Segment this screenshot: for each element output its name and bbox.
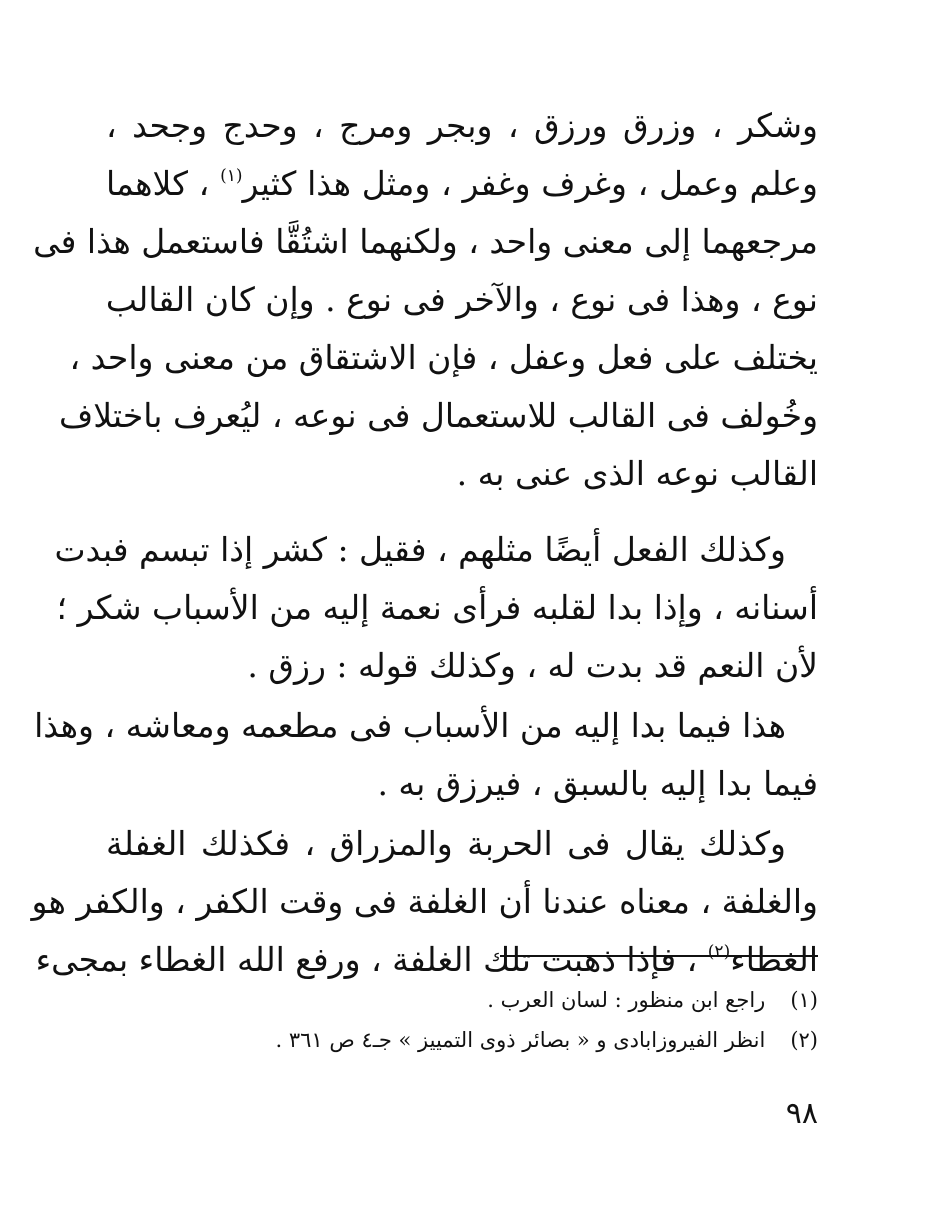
paragraph-1-line-4: نوع ، وهذا فى نوع ، والآخر فى نوع . وإن كان القالب: [105, 280, 818, 319]
footnote-2-text: انظر الفيروزابادى و « بصائر ذوى التمييز » جـ٤ ص ٣٦١ .: [275, 1028, 766, 1052]
footnote-ref-2: (٢): [707, 942, 731, 962]
paragraph-1-line-5: يختلف على فعل وعفل ، فإن الاشتقاق من معنى واحد ،: [69, 338, 818, 377]
paragraph-1-line-6: وخُولف فى القالب للاستعمال فى نوعه ، ليُعرف باختلاف: [59, 396, 818, 435]
footnote-1-text: راجع ابن منظور : لسان العرب .: [487, 988, 766, 1012]
paragraph-1-line-1: وشكر ، وزرق ورزق ، وبجر ومرج ، وحدج وجحد ،: [106, 106, 818, 145]
footnote-2-mark: (٢): [790, 1028, 818, 1052]
paragraph-4-line-3-tail: ، فإذا ذهبت تلك الغلفة ، ورفع الله الغطاء بمجىء: [35, 940, 698, 979]
footnote-2: [275, 1026, 818, 1054]
footnote-separator: [500, 955, 818, 957]
paragraph-1-line-2: [106, 164, 818, 204]
paragraph-4-line-3: [35, 940, 818, 980]
footnote-1-mark: (١): [790, 988, 818, 1012]
footnote-1: [487, 986, 818, 1014]
paragraph-4-line-1: وكذلك يقال فى الحربة والمزراق ، فكذلك الغفلة: [106, 824, 786, 863]
page-number: ٩٨: [785, 1096, 818, 1131]
paragraph-3-line-2: فيما بدا إليه بالسبق ، فيرزق به .: [377, 764, 818, 803]
paragraph-1-line-2-tail: ، كلاهما: [106, 164, 210, 203]
paragraph-2-line-2: أسنانه ، وإذا بدا لقلبه فرأى نعمة إليه من الأسباب شكر ؛: [56, 588, 818, 627]
footnote-ref-1: (١): [220, 166, 243, 186]
paragraph-1-line-7: القالب نوعه الذى عنى به .: [456, 454, 818, 493]
paragraph-2-line-1: وكذلك الفعل أيضًا مثلهم ، فقيل : كشر إذا تبسم فبدت: [54, 530, 786, 569]
paragraph-3-line-1: هذا فيما بدا إليه من الأسباب فى مطعمه ومعاشه ، وهذا: [34, 706, 786, 745]
paragraph-4-line-3-text: الغطاء: [730, 940, 818, 979]
paragraph-1-line-3: مرجعهما إلى معنى واحد ، ولكنهما اشتُقَّا فاستعمل هذا فى: [33, 222, 818, 261]
paragraph-1-line-2-text: وعلم وعمل ، وغرف وغفر ، ومثل هذا كثير: [242, 164, 818, 203]
paragraph-2-line-3: لأن النعم قد بدت له ، وكذلك قوله : رزق .: [247, 646, 818, 685]
paragraph-4-line-2: والغلفة ، معناه عندنا أن الغلفة فى وقت الكفر ، والكفر هو: [31, 882, 818, 921]
